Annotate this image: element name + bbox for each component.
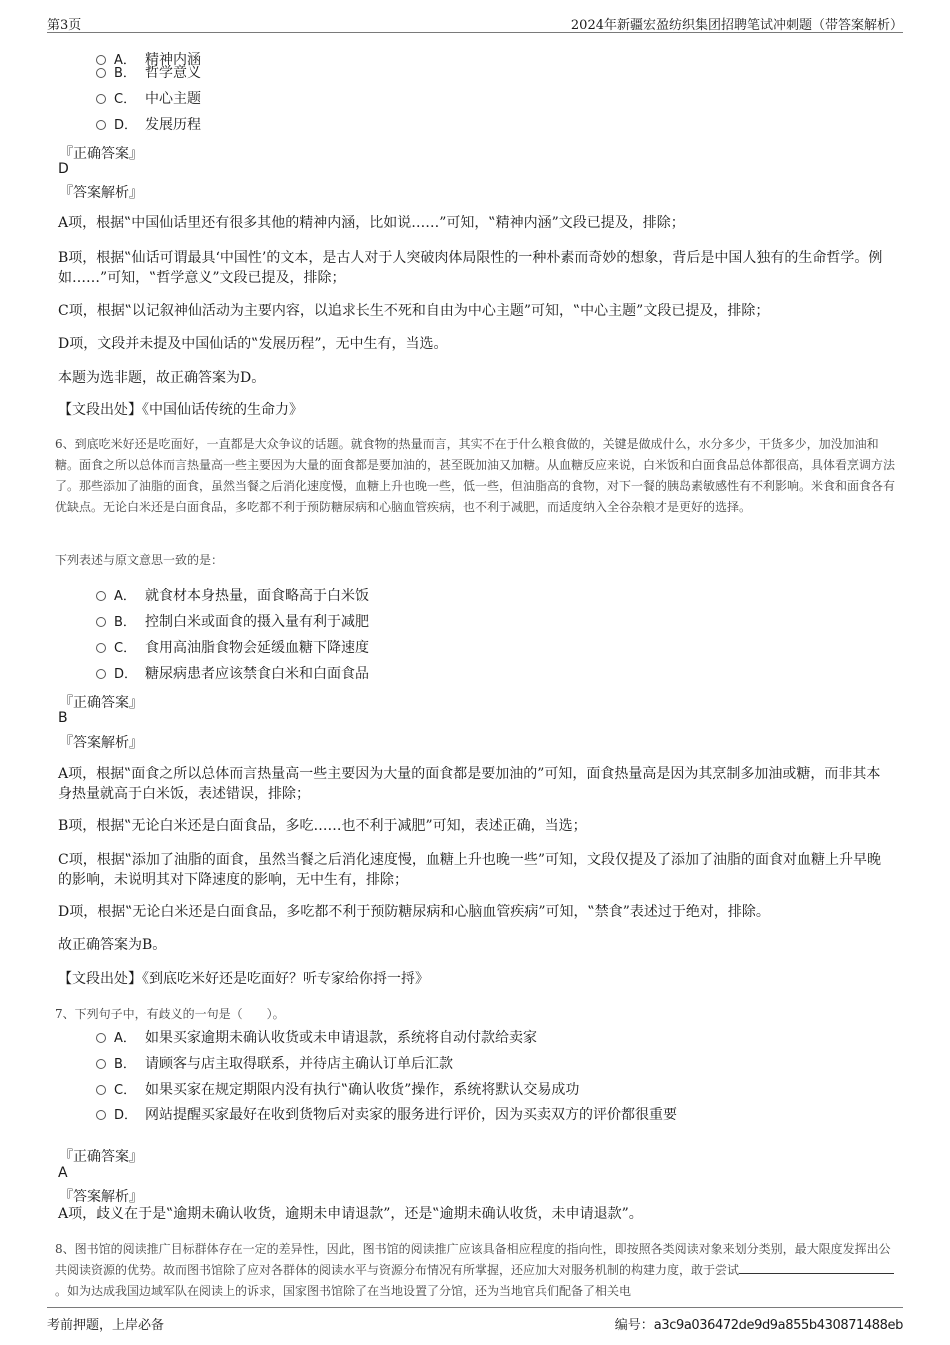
q5-analysis-c: C项，根据‟以记叙神仙活动为主要内容，以追求长生不死和自由为中心主题”可知，‟中心主题”文段已提及，排除； bbox=[58, 303, 770, 319]
radio-icon[interactable] bbox=[96, 1085, 106, 1095]
q6-analysis-c: C项，根据‟添加了油脂的面食，虽然当餐之后消化速度慢，血糖上升也晚一些”可知，文段仅提及了添加了油脂的面食对血糖上升早晚的影响，未说明其对下降速度的影响，无中生有，排除； bbox=[58, 852, 882, 888]
q7-analysis-a: A项，歧义在于是‟逾期未确认收货，逾期未申请退款”，还是‟逾期未确认收货，未申请退款”。 bbox=[58, 1206, 643, 1222]
footer-slogan: 考前押题，上岸必备 bbox=[47, 1318, 165, 1333]
q8-stem: 8、图书馆的阅读推广目标群体存在一定的差异性，因此，图书馆的阅读推广应该具备相应程度的指向性，即按照各类阅读对象来划分类别，最大限度发挥出公共阅读资源的优势。故而图书馆除了应对各群体的阅读水平与资源分布情况有所掌握，还应加大对服务机制的构建力度，敢于尝试。如为达成我国边域军队在阅读上的诉求，国家图书馆除了在当地设置了分馆，还为当地官兵们配备了相关电 bbox=[55, 1239, 897, 1302]
document-code: 编号：a3c9a036472de9d9a855b430871488eb bbox=[614, 1318, 903, 1333]
radio-icon[interactable] bbox=[96, 94, 106, 104]
radio-icon[interactable] bbox=[96, 55, 106, 65]
fill-in-blank[interactable] bbox=[739, 1261, 894, 1274]
q5-source: 【文段出处】《中国仙话传统的生命力》 bbox=[58, 402, 303, 418]
q5-analysis-b: B项，根据‟仙话可谓最具‘中国性’的文本，是古人对于人突破肉体局限性的一种朴素而奇妙的想象，背后是中国人独有的生命哲学。例如……”可知，‟哲学意义”文段已提及，排除； bbox=[58, 250, 883, 286]
page-footer bbox=[47, 1307, 903, 1334]
correct-answer-label: 『正确答案』 bbox=[59, 146, 143, 162]
q5-analysis-d: D项，文段并未提及中国仙话的‟发展历程”，无中生有，当选。 bbox=[58, 336, 448, 352]
q6-conclusion: 故正确答案为B。 bbox=[58, 937, 167, 953]
q5-conclusion: 本题为选非题，故正确答案为D。 bbox=[58, 370, 266, 386]
q6-source: 【文段出处】《到底吃米好还是吃面好？听专家给你捋一捋》 bbox=[58, 971, 429, 987]
q6-analysis-d: D项，根据‟无论白米还是白面食品，多吃都不利于预防糖尿病和心脑血管疾病”可知，‟禁食”表述过于绝对，排除。 bbox=[58, 904, 770, 920]
radio-icon[interactable] bbox=[96, 591, 106, 601]
radio-icon[interactable] bbox=[96, 1033, 106, 1043]
document-title: 2024年新疆宏盈纺织集团招聘笔试冲刺题（带答案解析） bbox=[570, 18, 903, 33]
q5-analysis-a: A项，根据‟中国仙话里还有很多其他的精神内涵，比如说……”可知，‟精神内涵”文段已提及，排除； bbox=[58, 215, 685, 231]
q6-analysis-b: B项，根据‟无论白米还是白面食品，多吃……也不利于减肥”可知，表述正确，当选； bbox=[58, 818, 587, 834]
answer-analysis-label: 『答案解析』 bbox=[59, 185, 143, 201]
page-number: 第3页 bbox=[47, 18, 82, 33]
correct-answer-value: B bbox=[58, 710, 68, 726]
radio-icon[interactable] bbox=[96, 643, 106, 653]
correct-answer-label: 『正确答案』 bbox=[59, 1149, 143, 1165]
correct-answer-value: D bbox=[58, 161, 69, 177]
radio-icon[interactable] bbox=[96, 1059, 106, 1069]
q6-analysis-a: A项，根据‟面食之所以总体而言热量高一些主要因为大量的面食都是要加油的”可知，面食热量高是因为其烹制多加油或糖，而非其本身热量就高于白米饭，表述错误，排除； bbox=[58, 766, 881, 802]
answer-analysis-label: 『答案解析』 bbox=[59, 735, 143, 751]
radio-icon[interactable] bbox=[96, 68, 106, 78]
correct-answer-value: A bbox=[58, 1165, 68, 1181]
q7-stem: 7、下列句子中，有歧义的一句是（ ）。 bbox=[55, 1007, 285, 1021]
answer-analysis-label: 『答案解析』 bbox=[59, 1189, 143, 1205]
radio-icon[interactable] bbox=[96, 1110, 106, 1120]
q6-stem: 6、到底吃米好还是吃面好，一直都是大众争议的话题。就食物的热量而言，其实不在于什么粮食做的，关键是做成什么，水分多少，干货多少，加没加油和糖。面食之所以总体而言热量高一些主要因为大量的面食都是要加油的，甚至既加油又加糖。从血糖反应来说，白米饭和白面食品总体都很高，具体看烹调方法了。那些添加了油脂的面食，虽然当餐之后消化速度慢，血糖上升也晚一些，低一些，但油脂高的食物，对下一餐的胰岛素敏感性有不利影响。米食和面食各有优缺点。无论白米还是白面食品，多吃都不利于预防糖尿病和心脑血管疾病，也不利于减肥，而适度纳入全谷杂粮才是更好的选择。 bbox=[55, 437, 896, 514]
radio-icon[interactable] bbox=[96, 617, 106, 627]
page-header bbox=[47, 10, 903, 33]
q6-prompt: 下列表述与原文意思一致的是： bbox=[55, 553, 224, 567]
correct-answer-label: 『正确答案』 bbox=[59, 695, 143, 711]
radio-icon[interactable] bbox=[96, 669, 106, 679]
radio-icon[interactable] bbox=[96, 120, 106, 130]
